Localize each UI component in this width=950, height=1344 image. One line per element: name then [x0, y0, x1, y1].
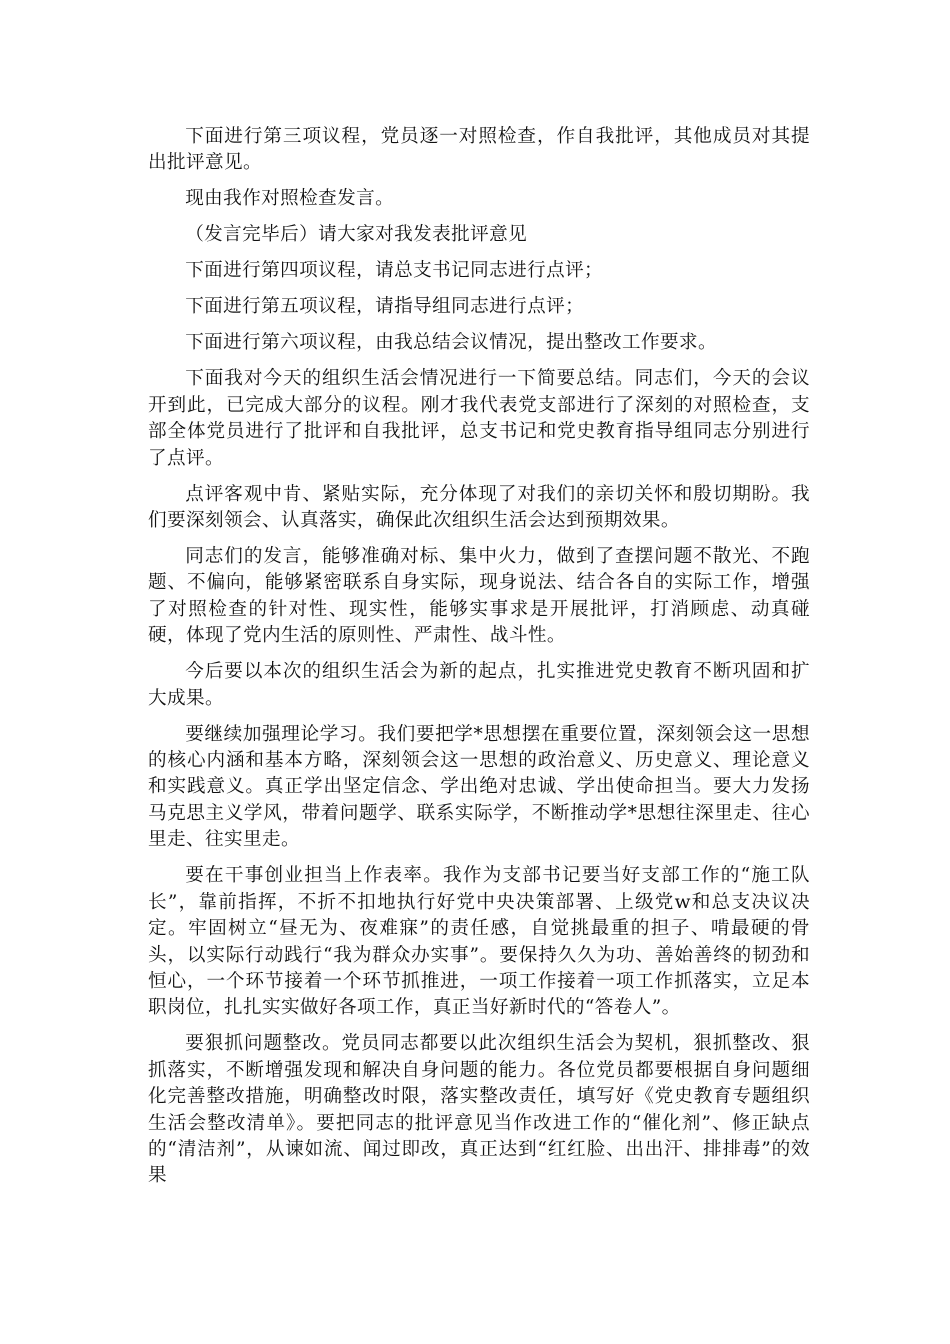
paragraph: （发言完毕后）请大家对我发表批评意见	[185, 224, 528, 246]
paragraph: 要狠抓问题整改。党员同志都要以此次组织生活会为契机，狠抓整改、狠抓落实，不断增强发现和解决自身问题的能力。各位党员都要根据自身问题细化完善整改措施，明确整改时限，落实整改责任，填写好《党史教育专题组织生活会整改清单》。要把同志的批评意见当作改进工作的“催化剂”、修正缺点的“清洁剂”，从谏如流、闻过即改，真正达到“红红脸、出出汗、排排毒”的效果	[148, 1033, 810, 1187]
paragraph: 要继续加强理论学习。我们要把学*思想摆在重要位置，深刻领会这一思想的核心内涵和基本方略，深刻领会这一思想的政治意义、历史意义、理论意义和实践意义。真正学出坚定信念、学出绝对忠诚、学出使命担当。要大力发扬马克思主义学风，带着问题学、联系实际学，不断推动学*思想往深里走、往心里走、往实里走。	[148, 723, 810, 851]
document-body	[148, 124, 810, 1199]
paragraph: 点评客观中肯、紧贴实际，充分体现了对我们的亲切关怀和殷切期盼。我们要深刻领会、认真落实，确保此次组织生活会达到预期效果。	[148, 483, 810, 532]
paragraph: 同志们的发言，能够准确对标、集中火力，做到了查摆问题不散光、不跑题、不偏向，能够紧密联系自身实际，现身说法、结合各自的实际工作，增强了对照检查的针对性、现实性，能够实事求是开展批评，打消顾虑、动真碰硬，体现了党内生活的原则性、严肃性、战斗性。	[148, 546, 810, 647]
paragraph: 现由我作对照检查发言。	[185, 188, 395, 210]
paragraph: 下面进行第四项议程，请总支书记同志进行点评；	[185, 260, 604, 282]
paragraph: 下面进行第五项议程，请指导组同志进行点评；	[185, 296, 585, 318]
paragraph: 要在干事创业担当上作表率。我作为支部书记要当好支部工作的“施工队长”，靠前指挥，不折不扣地执行好党中央决策部署、上级党w和总支决议决定。牢固树立“昼无为、夜难寐”的责任感，自觉挑最重的担子、啃最硬的骨头，以实际行动践行“我为群众办实事”。要保持久久为功、善始善终的韧劲和恒心，一个环节接着一个环节抓推进，一项工作接着一项工作抓落实，立足本职岗位，扎扎实实做好各项工作，真正当好新时代的“答卷人”。	[148, 865, 810, 1019]
paragraph: 下面进行第六项议程，由我总结会议情况，提出整改工作要求。	[185, 332, 718, 354]
paragraph: 下面进行第三项议程，党员逐一对照检查，作自我批评，其他成员对其提出批评意见。	[148, 126, 810, 174]
paragraph: 下面我对今天的组织生活会情况进行一下简要总结。同志们，今天的会议开到此，已完成大部分的议程。刚才我代表党支部进行了深刻的对照检查，支部全体党员进行了批评和自我批评，总支书记和党史教育指导组同志分别进行了点评。	[148, 368, 810, 469]
paragraph: 今后要以本次的组织生活会为新的起点，扎实推进党史教育不断巩固和扩大成果。	[148, 661, 810, 709]
